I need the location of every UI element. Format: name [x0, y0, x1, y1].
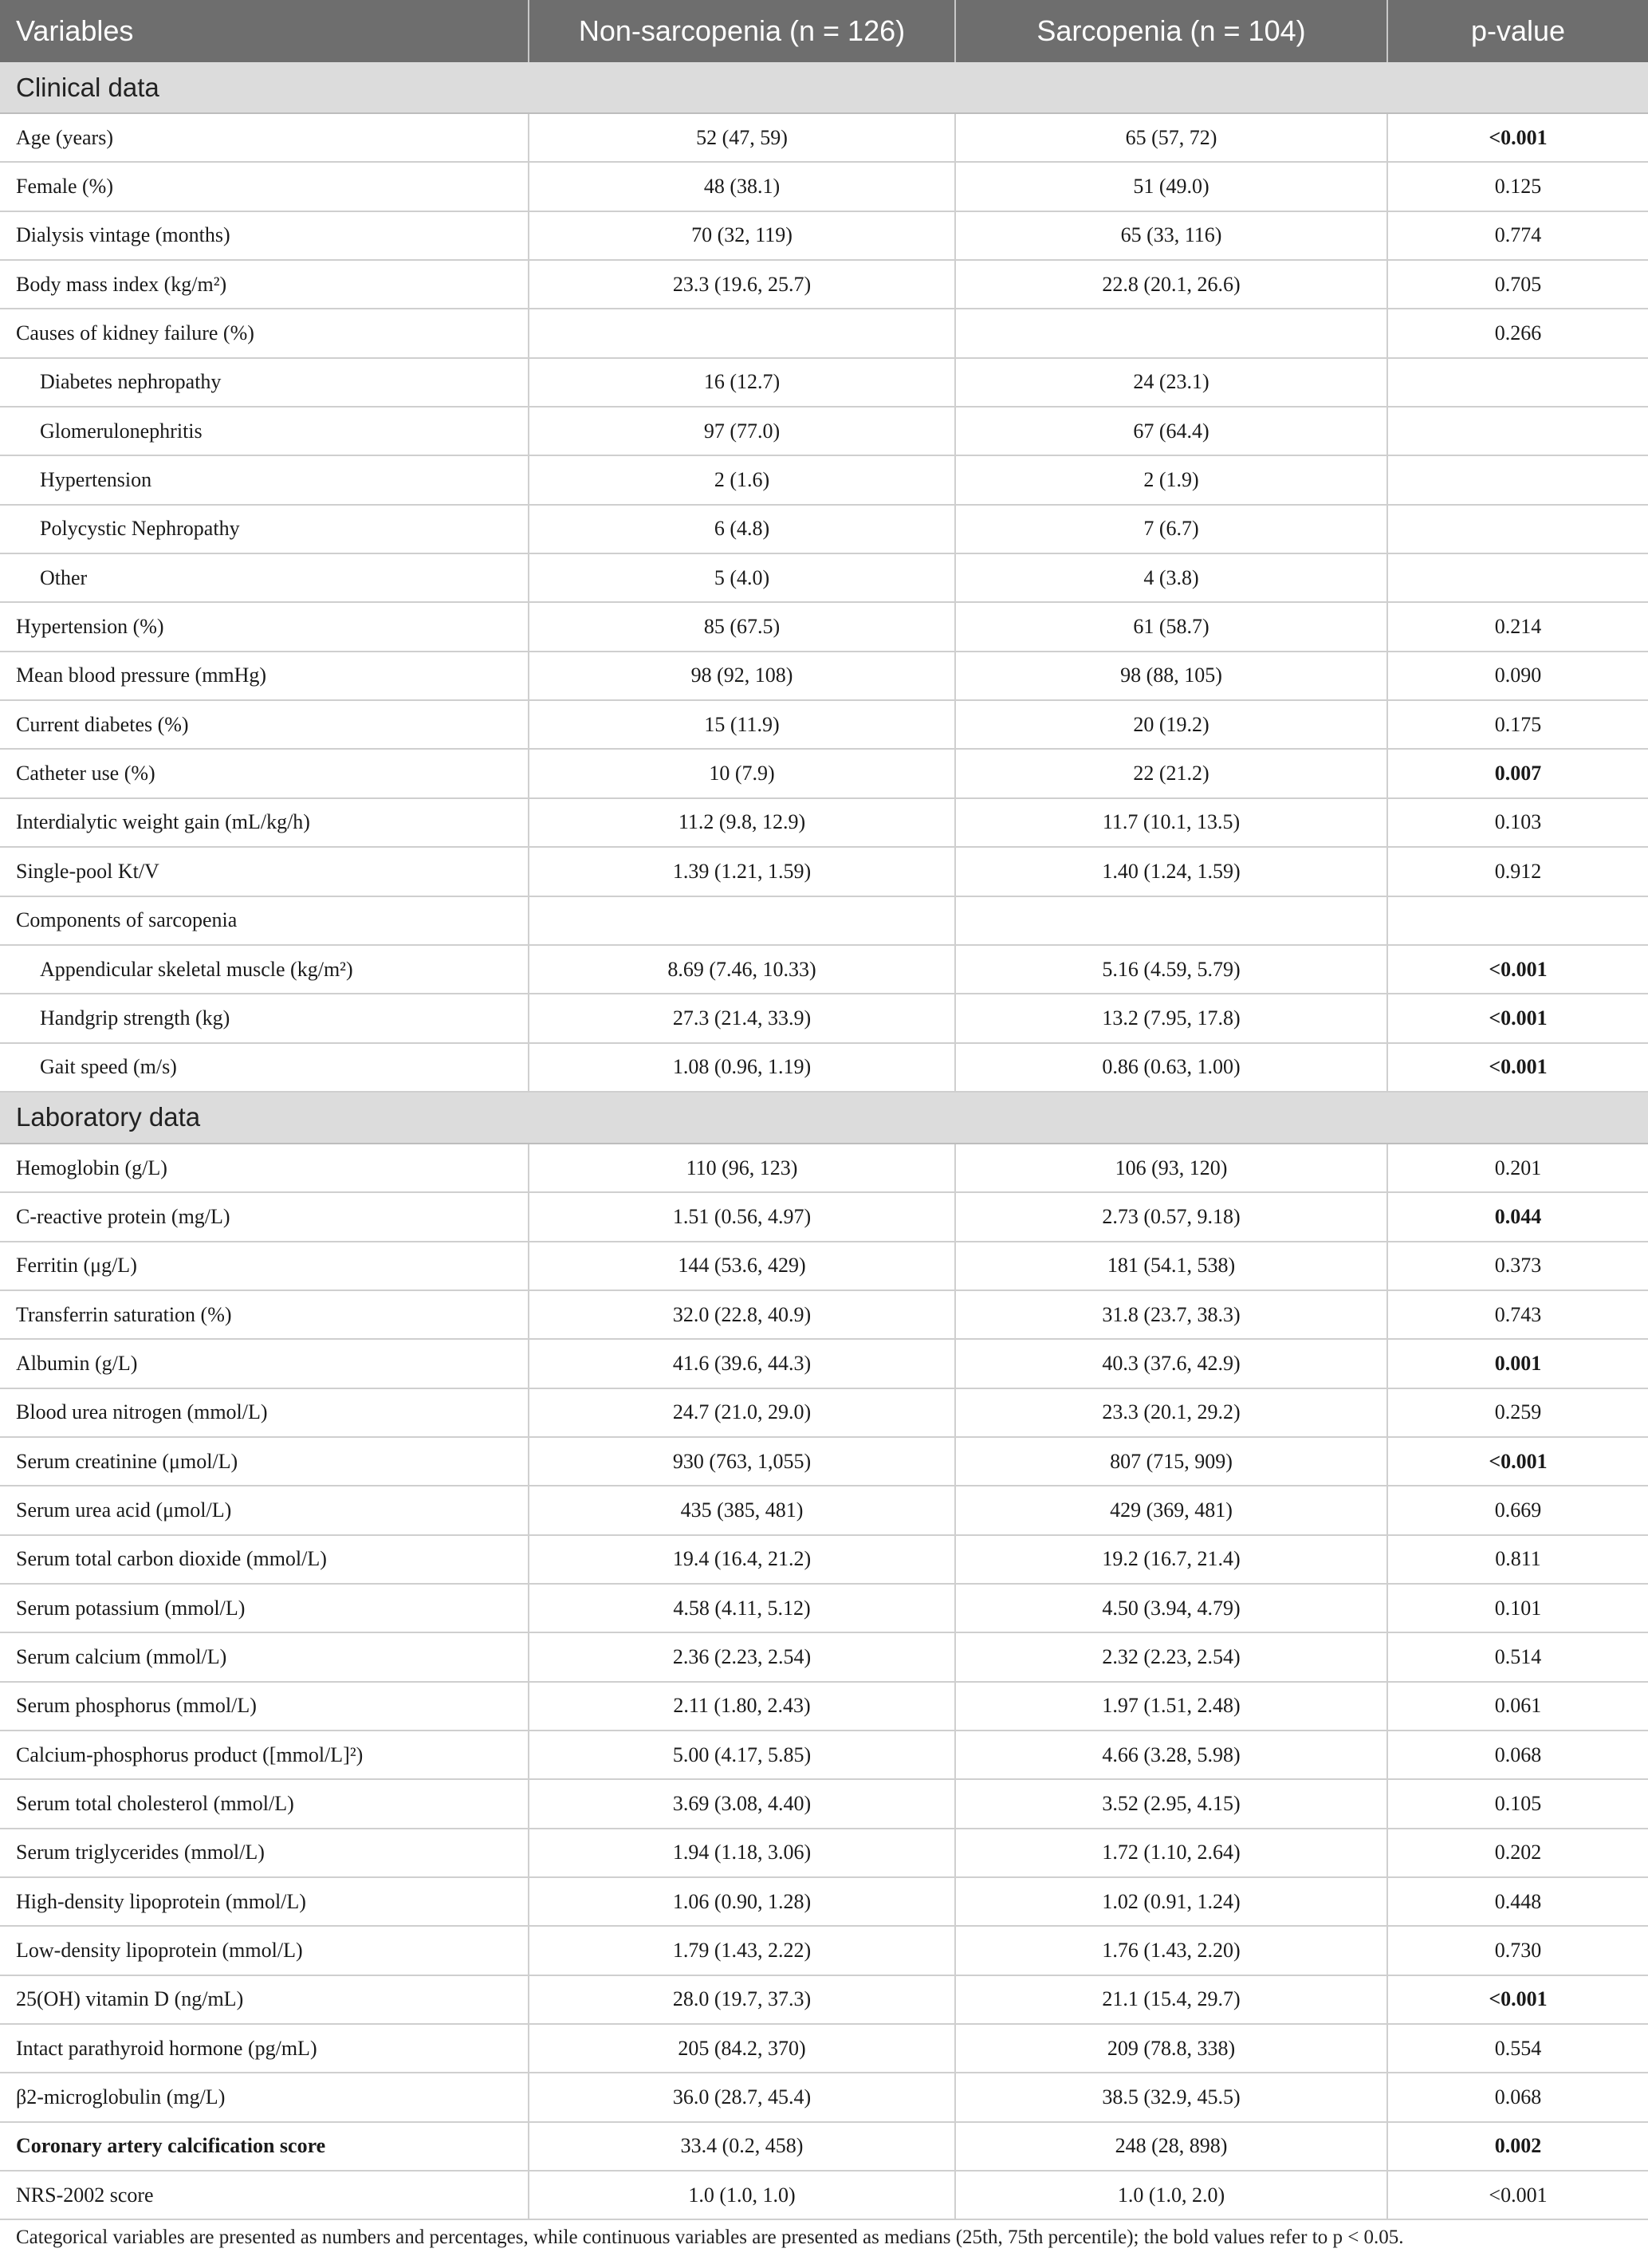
cell-non-sarcopenia: 11.2 (9.8, 12.9) — [529, 798, 955, 847]
cell-sarcopenia: 209 (78.8, 338) — [955, 2024, 1387, 2073]
row-label: Interdialytic weight gain (mL/kg/h) — [0, 798, 529, 847]
table-row — [0, 896, 1648, 945]
cell-sarcopenia: 31.8 (23.7, 38.3) — [955, 1290, 1387, 1339]
cell-non-sarcopenia: 1.08 (0.96, 1.19) — [529, 1043, 955, 1092]
cell-non-sarcopenia: 1.79 (1.43, 2.22) — [529, 1926, 955, 1975]
cell-p-value: 0.514 — [1387, 1632, 1648, 1681]
table-row — [0, 1877, 1648, 1926]
table-header — [0, 0, 1648, 62]
row-label: Body mass index (kg/m²) — [0, 260, 529, 309]
cell-p-value — [1387, 358, 1648, 407]
row-label: C-reactive protein (mg/L) — [0, 1192, 529, 1241]
row-label: Low-density lipoprotein (mmol/L) — [0, 1926, 529, 1975]
cell-p-value: <0.001 — [1387, 945, 1648, 994]
cell-sarcopenia: 2 (1.9) — [955, 455, 1387, 504]
cell-non-sarcopenia: 5.00 (4.17, 5.85) — [529, 1731, 955, 1779]
cell-non-sarcopenia: 1.94 (1.18, 3.06) — [529, 1829, 955, 1877]
cell-p-value: 0.259 — [1387, 1388, 1648, 1437]
header-variables: Variables — [0, 0, 529, 62]
cell-sarcopenia: 4.50 (3.94, 4.79) — [955, 1584, 1387, 1632]
cell-sarcopenia: 1.97 (1.51, 2.48) — [955, 1682, 1387, 1731]
row-label: Serum phosphorus (mmol/L) — [0, 1682, 529, 1731]
cell-p-value: 0.730 — [1387, 1926, 1648, 1975]
table-row — [0, 1829, 1648, 1877]
cell-p-value: 0.214 — [1387, 602, 1648, 651]
cell-non-sarcopenia: 205 (84.2, 370) — [529, 2024, 955, 2073]
cell-sarcopenia: 4 (3.8) — [955, 553, 1387, 602]
cell-sarcopenia: 1.0 (1.0, 2.0) — [955, 2171, 1387, 2219]
row-label: 25(OH) vitamin D (ng/mL) — [0, 1975, 529, 2024]
row-label: Polycystic Nephropathy — [0, 505, 529, 553]
cell-sarcopenia: 7 (6.7) — [955, 505, 1387, 553]
cell-p-value: 0.202 — [1387, 1829, 1648, 1877]
table-row — [0, 162, 1648, 211]
cell-p-value: 0.044 — [1387, 1192, 1648, 1241]
cell-p-value: 0.001 — [1387, 1339, 1648, 1388]
cell-non-sarcopenia — [529, 309, 955, 357]
cell-sarcopenia: 38.5 (32.9, 45.5) — [955, 2073, 1387, 2121]
row-label: Age (years) — [0, 113, 529, 162]
cell-sarcopenia: 23.3 (20.1, 29.2) — [955, 1388, 1387, 1437]
cell-sarcopenia: 2.73 (0.57, 9.18) — [955, 1192, 1387, 1241]
cell-p-value: 0.743 — [1387, 1290, 1648, 1339]
table-row — [0, 505, 1648, 553]
row-label: Calcium-phosphorus product ([mmol/L]²) — [0, 1731, 529, 1779]
table-row — [0, 1192, 1648, 1241]
cell-non-sarcopenia: 19.4 (16.4, 21.2) — [529, 1535, 955, 1584]
table-row — [0, 798, 1648, 847]
row-label: Diabetes nephropathy — [0, 358, 529, 407]
cell-p-value: 0.266 — [1387, 309, 1648, 357]
cell-non-sarcopenia: 1.51 (0.56, 4.97) — [529, 1192, 955, 1241]
row-label: Hypertension — [0, 455, 529, 504]
cell-p-value: 0.554 — [1387, 2024, 1648, 2073]
section-title: Laboratory data — [0, 1092, 1648, 1144]
cell-p-value: 0.705 — [1387, 260, 1648, 309]
table-row — [0, 1731, 1648, 1779]
cell-sarcopenia: 13.2 (7.95, 17.8) — [955, 994, 1387, 1042]
cell-sarcopenia: 2.32 (2.23, 2.54) — [955, 1632, 1387, 1681]
cell-non-sarcopenia: 97 (77.0) — [529, 407, 955, 455]
table-row — [0, 1584, 1648, 1632]
cell-sarcopenia — [955, 309, 1387, 357]
row-label: Albumin (g/L) — [0, 1339, 529, 1388]
table-row — [0, 358, 1648, 407]
cell-sarcopenia: 1.40 (1.24, 1.59) — [955, 847, 1387, 896]
table-row — [0, 455, 1648, 504]
cell-p-value: 0.007 — [1387, 749, 1648, 797]
header-row — [0, 0, 1648, 62]
cell-sarcopenia: 98 (88, 105) — [955, 652, 1387, 700]
row-label: Catheter use (%) — [0, 749, 529, 797]
cell-sarcopenia: 807 (715, 909) — [955, 1437, 1387, 1486]
cell-sarcopenia: 429 (369, 481) — [955, 1486, 1387, 1534]
table-row — [0, 700, 1648, 749]
row-label: Serum creatinine (μmol/L) — [0, 1437, 529, 1486]
cell-p-value: <0.001 — [1387, 113, 1648, 162]
cell-sarcopenia: 5.16 (4.59, 5.79) — [955, 945, 1387, 994]
cell-non-sarcopenia: 70 (32, 119) — [529, 211, 955, 260]
row-label: β2-microglobulin (mg/L) — [0, 2073, 529, 2121]
table-row — [0, 1682, 1648, 1731]
row-label: Hemoglobin (g/L) — [0, 1144, 529, 1192]
cell-sarcopenia: 3.52 (2.95, 4.15) — [955, 1779, 1387, 1828]
cell-sarcopenia: 22.8 (20.1, 26.6) — [955, 260, 1387, 309]
header-non-sarcopenia: Non-sarcopenia (n = 126) — [529, 0, 955, 62]
cell-p-value: <0.001 — [1387, 2171, 1648, 2219]
cell-sarcopenia: 22 (21.2) — [955, 749, 1387, 797]
table-row — [0, 1242, 1648, 1290]
cell-p-value: 0.068 — [1387, 1731, 1648, 1779]
row-label: Ferritin (μg/L) — [0, 1242, 529, 1290]
cell-non-sarcopenia: 2 (1.6) — [529, 455, 955, 504]
cell-p-value — [1387, 896, 1648, 945]
row-label: Serum potassium (mmol/L) — [0, 1584, 529, 1632]
row-label: Single-pool Kt/V — [0, 847, 529, 896]
cell-sarcopenia: 65 (33, 116) — [955, 211, 1387, 260]
cell-non-sarcopenia: 41.6 (39.6, 44.3) — [529, 1339, 955, 1388]
cell-p-value: 0.061 — [1387, 1682, 1648, 1731]
table-row — [0, 847, 1648, 896]
table-row — [0, 1437, 1648, 1486]
cell-p-value — [1387, 505, 1648, 553]
section-title: Clinical data — [0, 62, 1648, 113]
table-row — [0, 2122, 1648, 2171]
cell-non-sarcopenia: 144 (53.6, 429) — [529, 1242, 955, 1290]
cell-sarcopenia: 65 (57, 72) — [955, 113, 1387, 162]
table-row — [0, 1144, 1648, 1192]
cell-non-sarcopenia: 48 (38.1) — [529, 162, 955, 211]
cell-non-sarcopenia: 1.06 (0.90, 1.28) — [529, 1877, 955, 1926]
cell-sarcopenia: 1.72 (1.10, 2.64) — [955, 1829, 1387, 1877]
cell-sarcopenia: 67 (64.4) — [955, 407, 1387, 455]
table-row — [0, 407, 1648, 455]
table-row — [0, 1388, 1648, 1437]
cell-sarcopenia: 61 (58.7) — [955, 602, 1387, 651]
cell-non-sarcopenia: 85 (67.5) — [529, 602, 955, 651]
cell-sarcopenia: 11.7 (10.1, 13.5) — [955, 798, 1387, 847]
cell-p-value: 0.669 — [1387, 1486, 1648, 1534]
section-row — [0, 1092, 1648, 1144]
cell-p-value: 0.811 — [1387, 1535, 1648, 1584]
row-label: Other — [0, 553, 529, 602]
cell-p-value: 0.101 — [1387, 1584, 1648, 1632]
cell-non-sarcopenia: 28.0 (19.7, 37.3) — [529, 1975, 955, 2024]
cell-non-sarcopenia: 1.39 (1.21, 1.59) — [529, 847, 955, 896]
table-footnote: Categorical variables are presented as numbers and percentages, while continuous variables are presented as medians (25th, 75th percentile); the bold values refer to p < 0.05. — [16, 2227, 1404, 2249]
header-sarcopenia: Sarcopenia (n = 104) — [955, 0, 1387, 62]
row-label: Female (%) — [0, 162, 529, 211]
cell-non-sarcopenia: 1.0 (1.0, 1.0) — [529, 2171, 955, 2219]
cell-p-value: 0.103 — [1387, 798, 1648, 847]
table-row — [0, 1486, 1648, 1534]
table-row — [0, 2171, 1648, 2219]
cell-p-value: 0.125 — [1387, 162, 1648, 211]
cell-non-sarcopenia: 23.3 (19.6, 25.7) — [529, 260, 955, 309]
row-label: Gait speed (m/s) — [0, 1043, 529, 1092]
cell-p-value: 0.774 — [1387, 211, 1648, 260]
cell-non-sarcopenia: 3.69 (3.08, 4.40) — [529, 1779, 955, 1828]
table-row — [0, 1290, 1648, 1339]
table-row — [0, 113, 1648, 162]
cell-non-sarcopenia: 15 (11.9) — [529, 700, 955, 749]
cell-p-value: 0.448 — [1387, 1877, 1648, 1926]
row-label: Components of sarcopenia — [0, 896, 529, 945]
table-row — [0, 1632, 1648, 1681]
row-label: Causes of kidney failure (%) — [0, 309, 529, 357]
row-label: High-density lipoprotein (mmol/L) — [0, 1877, 529, 1926]
row-label: Hypertension (%) — [0, 602, 529, 651]
cell-non-sarcopenia: 32.0 (22.8, 40.9) — [529, 1290, 955, 1339]
cell-p-value: 0.068 — [1387, 2073, 1648, 2121]
table-row — [0, 553, 1648, 602]
table-row — [0, 2073, 1648, 2121]
cell-p-value: 0.175 — [1387, 700, 1648, 749]
cell-sarcopenia: 1.02 (0.91, 1.24) — [955, 1877, 1387, 1926]
cell-sarcopenia: 20 (19.2) — [955, 700, 1387, 749]
row-label: Current diabetes (%) — [0, 700, 529, 749]
cell-sarcopenia: 248 (28, 898) — [955, 2122, 1387, 2171]
cell-p-value: <0.001 — [1387, 994, 1648, 1042]
cell-p-value: 0.002 — [1387, 2122, 1648, 2171]
cell-p-value: 0.105 — [1387, 1779, 1648, 1828]
table-row — [0, 602, 1648, 651]
row-label: Serum calcium (mmol/L) — [0, 1632, 529, 1681]
row-label: Serum urea acid (μmol/L) — [0, 1486, 529, 1534]
cell-non-sarcopenia: 10 (7.9) — [529, 749, 955, 797]
cell-sarcopenia: 51 (49.0) — [955, 162, 1387, 211]
table-row — [0, 1926, 1648, 1975]
table-row — [0, 1043, 1648, 1092]
cell-sarcopenia — [955, 896, 1387, 945]
cell-non-sarcopenia: 5 (4.0) — [529, 553, 955, 602]
table-row — [0, 309, 1648, 357]
cell-p-value: <0.001 — [1387, 1043, 1648, 1092]
cell-non-sarcopenia: 2.11 (1.80, 2.43) — [529, 1682, 955, 1731]
cell-sarcopenia: 106 (93, 120) — [955, 1144, 1387, 1192]
cell-p-value: 0.201 — [1387, 1144, 1648, 1192]
cell-non-sarcopenia: 435 (385, 481) — [529, 1486, 955, 1534]
row-label: Serum total carbon dioxide (mmol/L) — [0, 1535, 529, 1584]
row-label: Coronary artery calcification score — [0, 2122, 529, 2171]
table-row — [0, 1339, 1648, 1388]
cell-non-sarcopenia: 52 (47, 59) — [529, 113, 955, 162]
row-label: Dialysis vintage (months) — [0, 211, 529, 260]
cell-non-sarcopenia: 24.7 (21.0, 29.0) — [529, 1388, 955, 1437]
cell-p-value — [1387, 407, 1648, 455]
cell-sarcopenia: 40.3 (37.6, 42.9) — [955, 1339, 1387, 1388]
cell-non-sarcopenia: 930 (763, 1,055) — [529, 1437, 955, 1486]
cell-sarcopenia: 181 (54.1, 538) — [955, 1242, 1387, 1290]
cell-p-value — [1387, 553, 1648, 602]
cell-sarcopenia: 19.2 (16.7, 21.4) — [955, 1535, 1387, 1584]
row-label: Glomerulonephritis — [0, 407, 529, 455]
cell-p-value — [1387, 455, 1648, 504]
cell-non-sarcopenia: 8.69 (7.46, 10.33) — [529, 945, 955, 994]
row-label: Blood urea nitrogen (mmol/L) — [0, 1388, 529, 1437]
section-row — [0, 62, 1648, 113]
table-row — [0, 652, 1648, 700]
cell-sarcopenia: 0.86 (0.63, 1.00) — [955, 1043, 1387, 1092]
cell-non-sarcopenia: 6 (4.8) — [529, 505, 955, 553]
table-row — [0, 1779, 1648, 1828]
table-row — [0, 211, 1648, 260]
cell-non-sarcopenia: 98 (92, 108) — [529, 652, 955, 700]
cell-p-value: 0.090 — [1387, 652, 1648, 700]
row-label: NRS-2002 score — [0, 2171, 529, 2219]
cell-non-sarcopenia — [529, 896, 955, 945]
cell-sarcopenia: 1.76 (1.43, 2.20) — [955, 1926, 1387, 1975]
cell-non-sarcopenia: 16 (12.7) — [529, 358, 955, 407]
cell-sarcopenia: 21.1 (15.4, 29.7) — [955, 1975, 1387, 2024]
table-row — [0, 749, 1648, 797]
table-row — [0, 994, 1648, 1042]
cell-non-sarcopenia: 2.36 (2.23, 2.54) — [529, 1632, 955, 1681]
row-label: Handgrip strength (kg) — [0, 994, 529, 1042]
cell-p-value: 0.373 — [1387, 1242, 1648, 1290]
cell-non-sarcopenia: 33.4 (0.2, 458) — [529, 2122, 955, 2171]
cell-p-value: <0.001 — [1387, 1975, 1648, 2024]
table-row — [0, 2024, 1648, 2073]
row-label: Serum total cholesterol (mmol/L) — [0, 1779, 529, 1828]
cell-non-sarcopenia: 4.58 (4.11, 5.12) — [529, 1584, 955, 1632]
table-row — [0, 260, 1648, 309]
row-label: Appendicular skeletal muscle (kg/m²) — [0, 945, 529, 994]
cell-sarcopenia: 24 (23.1) — [955, 358, 1387, 407]
cell-p-value: <0.001 — [1387, 1437, 1648, 1486]
cell-sarcopenia: 4.66 (3.28, 5.98) — [955, 1731, 1387, 1779]
table-row — [0, 1535, 1648, 1584]
table-row — [0, 1975, 1648, 2024]
table-row — [0, 945, 1648, 994]
cell-p-value: 0.912 — [1387, 847, 1648, 896]
header-p-value: p-value — [1387, 0, 1648, 62]
row-label: Intact parathyroid hormone (pg/mL) — [0, 2024, 529, 2073]
cell-non-sarcopenia: 110 (96, 123) — [529, 1144, 955, 1192]
cell-non-sarcopenia: 27.3 (21.4, 33.9) — [529, 994, 955, 1042]
cell-non-sarcopenia: 36.0 (28.7, 45.4) — [529, 2073, 955, 2121]
table-body — [0, 62, 1648, 2219]
row-label: Transferrin saturation (%) — [0, 1290, 529, 1339]
row-label: Serum triglycerides (mmol/L) — [0, 1829, 529, 1877]
row-label: Mean blood pressure (mmHg) — [0, 652, 529, 700]
